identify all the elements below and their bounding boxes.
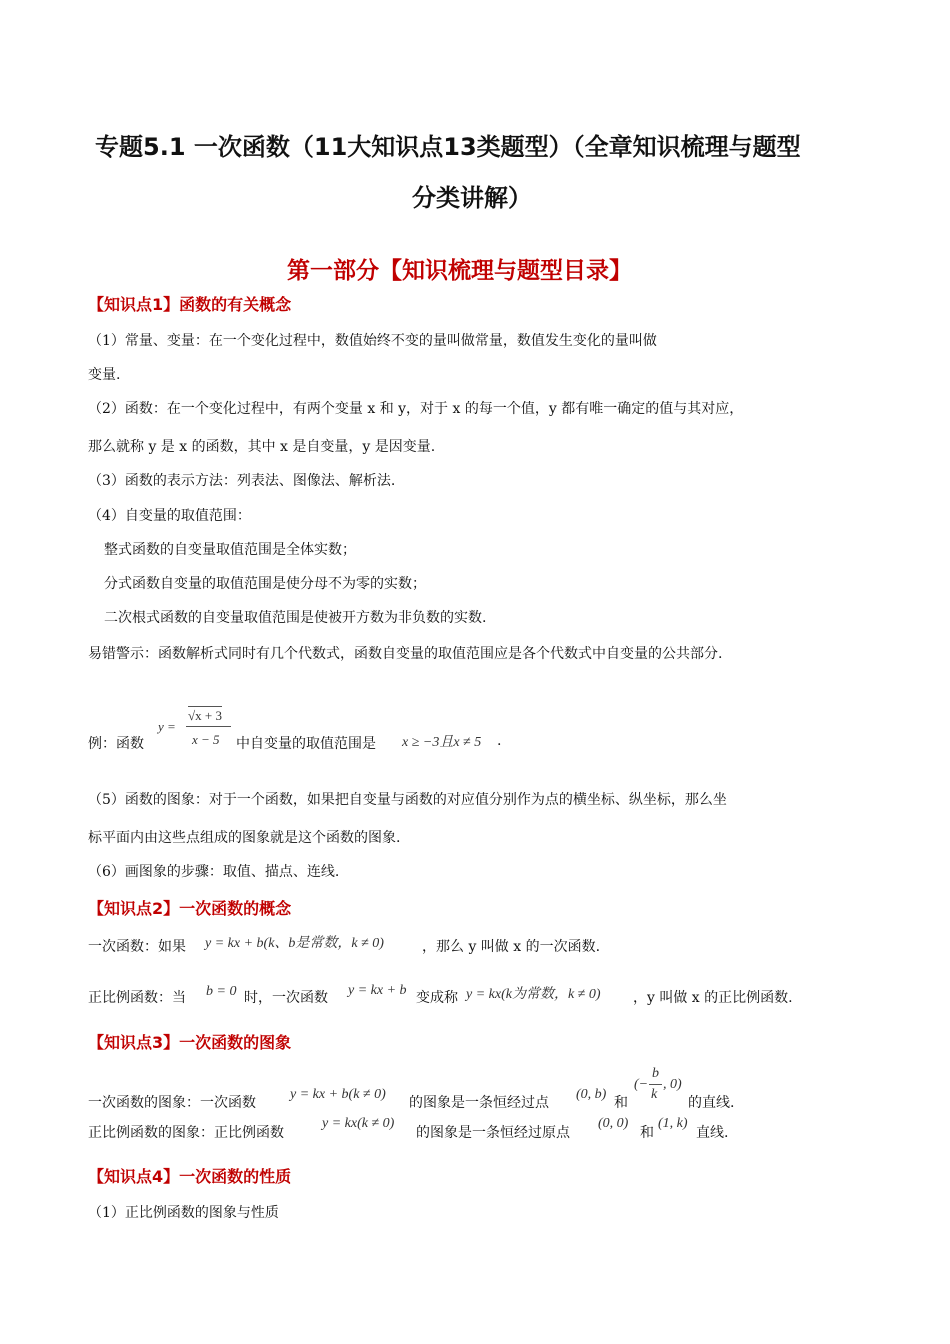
kp3-heading: 【知识点3】一次函数的图象 xyxy=(88,1033,292,1052)
kp1-heading: 【知识点1】函数的有关概念 xyxy=(88,295,292,314)
kp3-l1-d: 的直线. xyxy=(688,1095,735,1111)
kp3-l1-pt2-bar xyxy=(649,1084,662,1085)
kp3-l1-c: 和 xyxy=(614,1095,628,1111)
kp1-p4: （4）自变量的取值范围： xyxy=(88,508,251,524)
kp1-p2-line1: （2）函数：在一个变化过程中，有两个变量 x 和 y，对于 x 的每一个值，y 都有唯一确定的值与其对应， xyxy=(88,401,744,417)
kp1-p4c: 二次根式函数的自变量取值范围是使被开方数为非负数的实数. xyxy=(104,610,487,626)
part-heading: 第一部分【知识梳理与题型目录】 xyxy=(287,258,632,284)
kp3-l1-b: 的图象是一条恒经过点 xyxy=(409,1095,549,1111)
kp2-l1-a: 一次函数：如果 xyxy=(88,939,186,955)
kp3-l2-d: 直线. xyxy=(696,1125,729,1141)
kp3-l1-pt2-den: k xyxy=(651,1087,658,1102)
kp1-example-fraction-bar xyxy=(186,726,231,727)
kp2-l1-b: ，那么 y 叫做 x 的一次函数. xyxy=(422,939,601,955)
document-title-line2: 分类讲解） xyxy=(412,184,532,212)
kp2-l2-formula1: y = kx + b xyxy=(348,983,407,998)
kp3-l1-a: 一次函数的图象：一次函数 xyxy=(88,1095,256,1111)
kp1-example-range: x ≥ −3且x ≠ 5 xyxy=(402,735,482,750)
kp3-l2-a: 正比例函数的图象：正比例函数 xyxy=(88,1125,284,1141)
kp1-p3: （3）函数的表示方法：列表法、图像法、解析法. xyxy=(88,473,396,489)
kp3-l2-b: 的图象是一条恒经过原点 xyxy=(416,1125,570,1141)
kp3-l1-pt2-num: b xyxy=(652,1066,659,1081)
kp2-l2-d: ，y 叫做 x 的正比例函数. xyxy=(633,990,793,1006)
kp1-p4b: 分式函数自变量的取值范围是使分母不为零的实数； xyxy=(104,576,426,592)
kp1-example-mid: 中自变量的取值范围是 xyxy=(236,736,376,752)
kp3-l1-pt2-pre: (− xyxy=(634,1077,649,1092)
kp2-l2-c: 变成称 xyxy=(416,990,458,1006)
kp1-p2-line2: 那么就称 y 是 x 的函数，其中 x 是自变量，y 是因变量. xyxy=(88,439,436,455)
kp1-warning: 易错警示：函数解析式同时有几个代数式，函数自变量的取值范围应是各个代数式中自变量的公共部分. xyxy=(88,646,723,662)
kp1-p1-line1: （1）常量、变量：在一个变化过程中，数值始终不变的量叫做常量，数值发生变化的量叫做 xyxy=(88,333,657,349)
kp1-p4a: 整式函数的自变量取值范围是全体实数； xyxy=(104,542,356,558)
kp1-p6: （6）画图象的步骤：取值、描点、连线. xyxy=(88,864,340,880)
kp3-l1-formula: y = kx + b(k ≠ 0) xyxy=(290,1087,386,1102)
kp2-heading: 【知识点2】一次函数的概念 xyxy=(88,899,292,918)
kp2-l2-b: 时，一次函数 xyxy=(244,990,328,1006)
kp1-example-denominator: x − 5 xyxy=(192,732,220,747)
kp3-l2-pt2: (1, k) xyxy=(658,1116,688,1131)
kp1-example-y: y = xyxy=(158,719,176,734)
kp1-p1-line2: 变量. xyxy=(88,367,121,383)
kp1-p5-line2: 标平面内由这些点组成的图象就是这个函数的图象. xyxy=(88,830,401,846)
kp1-example-numerator: √x + 3 xyxy=(188,708,222,723)
kp2-l1-formula: y = kx + b(k、b是常数，k ≠ 0) xyxy=(205,936,384,951)
kp2-l2-a: 正比例函数：当 xyxy=(88,990,186,1006)
kp3-l1-pt1: (0, b) xyxy=(576,1087,607,1102)
kp3-l2-formula: y = kx(k ≠ 0) xyxy=(322,1116,395,1131)
kp4-p1: （1）正比例函数的图象与性质 xyxy=(88,1205,279,1221)
kp4-heading: 【知识点4】一次函数的性质 xyxy=(88,1167,292,1186)
kp3-l2-c: 和 xyxy=(640,1125,654,1141)
kp2-l2-formula2: y = kx(k为常数，k ≠ 0) xyxy=(466,987,601,1002)
kp3-l1-pt2-post: , 0) xyxy=(663,1077,682,1092)
kp1-example-prefix: 例：函数 xyxy=(88,736,144,752)
kp1-p5-line1: （5）函数的图象：对于一个函数，如果把自变量与函数的对应值分别作为点的横坐标、纵坐标，那么坐 xyxy=(88,792,727,808)
kp2-l2-b0: b = 0 xyxy=(206,984,237,999)
document-title-line1: 专题5.1 一次函数（11大知识点13类题型）（全章知识梳理与题型 xyxy=(95,133,801,161)
kp1-example-end: . xyxy=(497,733,502,749)
kp3-l2-pt1: (0, 0) xyxy=(598,1116,629,1131)
